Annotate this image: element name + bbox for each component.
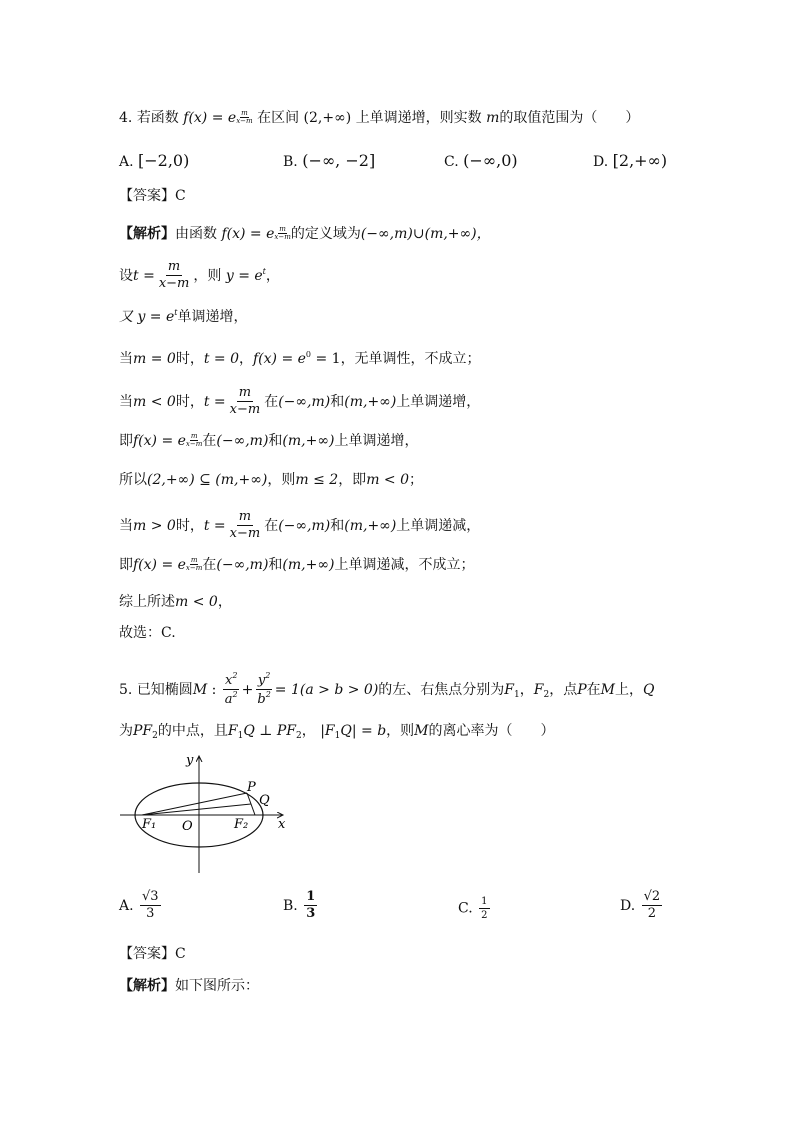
q4-option-a[interactable]: A. [−2,0) [119, 151, 190, 170]
q5-stem-line-2: 为$PF_2$的中点，且$F_1Q$ ⊥ $PF_2$， $|F_1Q| = b$，则M的离心率为（ ） [119, 723, 555, 741]
q4-var: m [486, 110, 500, 126]
fig-label-q: Q [259, 793, 270, 808]
q4-analysis-line-2: 设t = $\frac{m}{x-m}$ ，则 $y = e^t$， [119, 259, 280, 292]
q4-analysis-line-10: 综上所述m < 0， [119, 594, 232, 610]
q4-analysis-line-6: 即f(x) = e $\frac{m}{x-m}$ 在(−∞,m)和(m,+∞)上单调递增， [119, 432, 419, 449]
q4-stem-text: 的取值范围为（ ） [499, 110, 640, 126]
q4-answer: 【答案】C [119, 188, 186, 204]
q4-stem-text: 上单调递增，则实数 [355, 110, 482, 126]
fig-label-f1: F₁ [142, 817, 157, 832]
q4-analysis-line-8: 当m > 0时，t = $\frac{m}{x-m}$ 在(−∞,m)和(m,+∞)上单调递减， [119, 509, 481, 542]
q4-interval: (2,+∞) [303, 110, 352, 126]
q4-option-c[interactable]: C. (−∞,0) [444, 151, 518, 170]
q5-option-b[interactable]: B. $\frac{1}{3}$ [283, 889, 316, 922]
q5-answer: 【答案】C [119, 946, 186, 962]
q4-stem-text: 在区间 [257, 110, 300, 126]
q4-analysis-line-1: 【解析】由函数 f(x) = e $\frac{m}{x-m}$ 的定义域为(−∞,m)∪(m,+∞)， [119, 225, 491, 242]
q5-ellipse-figure [118, 748, 298, 876]
q4-stem [119, 110, 639, 126]
q5-option-d[interactable]: D. $\frac{√2}{2}$ [620, 889, 661, 922]
q5-analysis: 【解析】如下图所示： [119, 978, 259, 994]
q4-analysis-line-3: 又 $y = e^t$单调递增， [119, 308, 248, 325]
fig-label-o: O [182, 819, 193, 834]
q4-stem-text: 若函数 [136, 110, 179, 126]
q4-analysis-line-7: 所以(2,+∞) ⊆ (m,+∞)，则m ≤ 2，即m < 0； [119, 472, 424, 488]
q4-number: 4. [119, 110, 133, 126]
fig-label-y: y [186, 753, 194, 768]
q5-stem-line-1: 5. 已知椭圆M : $\frac{x^2}{a^2}$ + $\frac{y^2}{b^2}$ = 1(a > b > 0)的左、右焦点分别为$F_1$，$F_2$，点P在M上，Q [119, 671, 655, 708]
segment-f1-q [142, 804, 251, 815]
q5-option-c[interactable]: C. $\frac{1}{2}$ [458, 896, 488, 921]
q4-option-b[interactable]: B. (−∞, −2] [283, 151, 376, 170]
q4-exponent: $\frac{m}{x-m}$ [236, 109, 253, 125]
fig-label-f2: F₂ [234, 817, 249, 832]
fig-label-p: P [247, 780, 256, 795]
q5-option-a[interactable]: A. $\frac{√3}{3}$ [119, 889, 159, 922]
fig-label-x: x [278, 817, 286, 832]
segment-f1-p [142, 793, 247, 815]
q4-analysis-line-5: 当m < 0时，t = $\frac{m}{x-m}$ 在(−∞,m)和(m,+∞)上单调递增， [119, 385, 481, 418]
q4-option-d[interactable]: D. [2,+∞) [593, 151, 668, 170]
q4-analysis-line-11: 故选：C. [119, 625, 176, 641]
q4-function: f(x) = e [183, 110, 237, 126]
q4-analysis-line-4: 当m = 0时，t = 0，$f(x) = e^0 = 1$，无单调性，不成立； [119, 350, 481, 367]
q4-analysis-line-9: 即f(x) = e $\frac{m}{x-m}$ 在(−∞,m)和(m,+∞)上单调递减，不成立； [119, 556, 475, 573]
